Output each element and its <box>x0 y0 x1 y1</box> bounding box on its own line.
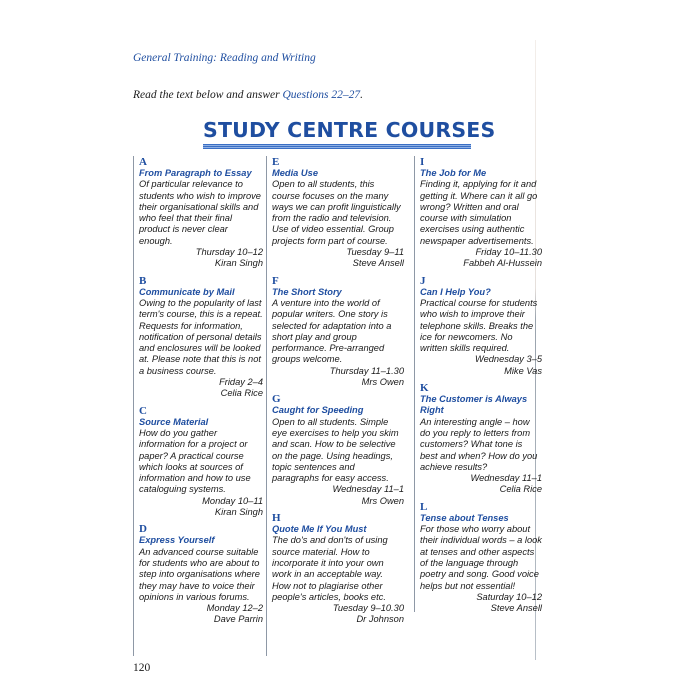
course-title: Express Yourself <box>139 535 215 546</box>
course-letter: H <box>272 512 281 525</box>
course-title: Caught for Speeding <box>272 405 364 416</box>
course-tutor: Mrs Owen <box>361 377 404 388</box>
course-description: Finding it, applying for it and getting it. Where can it all go wrong? Written and oral course with simulation exercises using authentic newspaper advertisements. <box>420 179 538 246</box>
course-column-1 <box>133 156 263 656</box>
course-tutor: Celia Rice <box>499 484 542 495</box>
course-description: Owing to the popularity of last term's course, this is a repeat. Requests for information, notification of personal details and enclosures will be looked at. Please note that this is not a business course. <box>139 297 263 376</box>
course-title: From Paragraph to Essay <box>139 168 252 178</box>
course-entry-a <box>139 156 263 270</box>
course-entry-j <box>420 275 542 377</box>
course-entry-e <box>272 156 404 270</box>
course-time: Monday 10–11 <box>202 495 263 506</box>
course-letter: B <box>139 274 147 287</box>
course-description: Open to all students, this course focuses on the many ways we can profit linguistically from the radio and television. Use of video essential. Group projects form part of course. <box>272 179 401 246</box>
course-time: Thursday 11–1.30 <box>329 365 404 376</box>
page-title: STUDY CENTRE COURSES <box>203 118 496 142</box>
course-time: Friday 10–11.30 <box>475 247 542 258</box>
course-letter: K <box>420 382 429 395</box>
instruction-prefix: Read the text below and answer <box>133 89 283 101</box>
course-time: Thursday 10–12 <box>195 247 263 258</box>
course-time: Saturday 10–12 <box>476 591 542 602</box>
course-time: Tuesday 9–11 <box>346 247 404 258</box>
page-number: 120 <box>133 662 151 672</box>
course-title: The Short Story <box>272 286 342 297</box>
course-description: How do you gather information for a project or paper? A practical course which looks at sources of information and how to use cataloguing systems. <box>139 427 251 495</box>
course-letter: E <box>272 156 280 168</box>
course-tutor: Dave Parrin <box>213 614 263 625</box>
course-letter: D <box>139 523 147 536</box>
course-tutor: Fabbeh Al-Hussein <box>463 258 542 269</box>
course-title: Can I Help You? <box>420 286 491 297</box>
course-title: Tense about Tenses <box>420 512 509 523</box>
title-underline <box>203 144 471 149</box>
course-entry-c <box>139 405 263 519</box>
course-tutor: Steve Ansell <box>352 258 404 269</box>
course-time: Friday 2–4 <box>219 377 263 388</box>
course-description: Practical course for students who wish to improve their telephone skills. Breaks the ice for newcomers. No written skills required. <box>420 297 538 354</box>
course-entry-d <box>139 523 263 625</box>
course-title: The Customer is Always Right <box>420 394 528 416</box>
running-head: General Training: Reading and Writing <box>133 52 316 64</box>
course-title: The Job for Me <box>420 168 487 178</box>
course-time: Tuesday 9–10.30 <box>332 603 404 614</box>
instruction <box>133 89 363 101</box>
course-tutor: Mrs Owen <box>361 495 404 506</box>
course-letter: C <box>139 404 147 417</box>
course-letter: G <box>272 393 281 406</box>
course-letter: I <box>420 156 425 168</box>
course-tutor: Kiran Singh <box>214 507 263 518</box>
course-time: Wednesday 11–1 <box>470 473 542 484</box>
course-entry-k <box>420 382 542 496</box>
course-time: Monday 12–2 <box>206 603 263 614</box>
course-letter: J <box>420 274 426 287</box>
course-title: Source Material <box>139 416 209 427</box>
questions-reference: Questions 22–27 <box>282 89 361 101</box>
course-description: Of particular relevance to students who wish to improve their organisational skills and who feel that their final product is never clear enough. <box>139 179 261 246</box>
course-description: Open to all students. Simple eye exercises to help you skim and scan. How to be selective on the page. Using headings, topic sentences and paragraphs for easy access. <box>272 416 399 484</box>
course-letter: L <box>420 500 428 513</box>
course-title: Quote Me If You Must <box>272 524 367 535</box>
course-column-3 <box>414 156 542 612</box>
course-tutor: Celia Rice <box>220 388 263 399</box>
course-entry-b <box>139 275 263 400</box>
course-tutor: Mike Vas <box>504 365 542 376</box>
course-description: A venture into the world of popular writers. One story is selected for adaptation into a short play and group performance. Pre-arranged groups welcome. <box>272 297 392 365</box>
instruction-suffix: . <box>360 89 363 101</box>
course-entry-f <box>272 275 404 389</box>
course-letter: A <box>139 156 147 168</box>
course-tutor: Dr Johnson <box>356 614 404 625</box>
course-title: Media Use <box>272 168 318 178</box>
course-column-2 <box>266 156 404 656</box>
course-tutor: Kiran Singh <box>214 258 263 269</box>
course-letter: F <box>272 274 279 287</box>
course-entry-i <box>420 156 542 270</box>
course-entry-l <box>420 501 542 615</box>
course-entry-h <box>272 512 404 626</box>
course-description: The do's and don'ts of using source material. How to incorporate it into your own work in an acceptable way. How not to plagiarise other people's articles, books etc. <box>272 535 388 602</box>
course-entry-g <box>272 393 404 507</box>
course-description: An interesting angle – how do you reply to letters from customers? What tone is best and when? How do you achieve results? <box>420 416 538 472</box>
course-description: An advanced course suitable for students who are about to step into organisations where they may have to voice their opinions in various forums. <box>139 546 260 602</box>
course-time: Wednesday 3–5 <box>474 354 542 365</box>
course-title: Communicate by Mail <box>139 286 235 297</box>
course-description: For those who worry about their individual words – a look at tenses and other aspects of the language through poetry and song. Good voice helps but not essential! <box>420 524 542 591</box>
course-time: Wednesday 11–1 <box>332 484 404 495</box>
course-tutor: Steve Ansell <box>490 603 542 614</box>
